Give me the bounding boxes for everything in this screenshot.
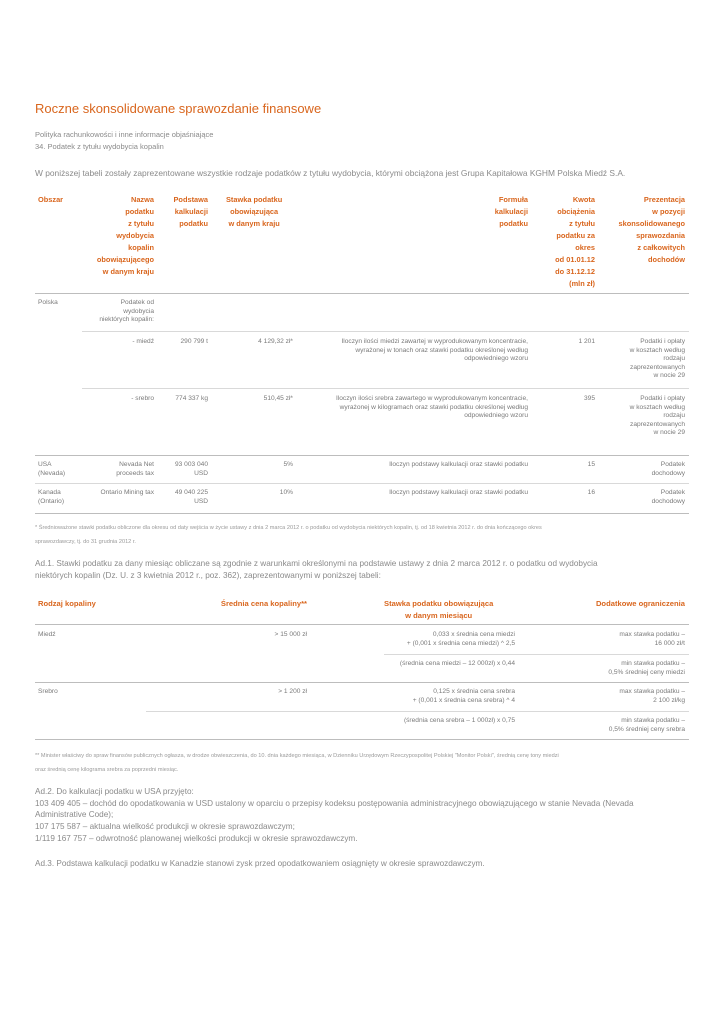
srebro-formula-l2: wyrażonej w kilogramach oraz stawki podatku określonej według [339,403,528,411]
miedz-presentation [630,338,685,381]
row-divider [384,654,689,655]
breadcrumb-section: Polityka rachunkowości i inne informacje objaśniające [35,130,214,139]
header-nazwa-l6: obowiązującego [96,255,154,264]
header-nazwa-l3: z tytułu [128,219,154,228]
srebro-limit2-l1: min stawka podatku – [621,717,685,724]
usa-amount: 15 [587,461,595,468]
kopalina-miedz: Miedź [38,631,56,638]
miedz-presentation-l3: rodzaju [663,355,685,362]
header-podstawa-l2: kalkulacji [174,207,208,216]
row-divider [35,483,689,484]
miedz-rate1-l2: + (0,001 x średnia cena miedzi) ^ 2,5 [406,639,515,647]
header-prezentacja [618,194,685,266]
kanada-presentation-l2: dochodowy [651,497,685,505]
table1-header-divider [35,293,689,294]
polska-tax-name-l3: niektórych kopalin: [99,316,154,323]
header-obszar: Obszar [38,195,64,204]
srebro-limit1 [619,688,685,705]
miedz-limit1-l2: 16 000 zł/t [654,639,685,647]
footnote-2-l1: ** Minister właściwy do spraw finansów publicznych ogłasza, w drodze obwieszczenia, do 10. dnia każdego miesiąca, w Dzienniku Urzędowym Rzeczypospolitej Polskiej "Monitor Polski", średnią cenę tony miedzi [35,753,559,759]
row-divider [35,455,689,456]
miedz-amount: 1 201 [578,338,595,345]
header-ograniczenia: Dodatkowe ograniczenia [595,599,685,608]
ad2-l1: Ad.2. Do kalkulacji podatku w USA przyjęto: [35,787,194,796]
header-kwota [555,194,595,290]
header-prezentacja-l6: dochodów [648,255,685,264]
usa-tax-name-l2: proceeds tax [116,469,154,477]
miedz-name: - miedź [132,338,154,345]
polska-tax-name-l2: wydobycia [123,307,154,315]
row-divider [82,331,689,332]
page-title: Roczne skonsolidowane sprawozdanie finansowe [35,101,322,116]
srebro-limit2 [609,717,685,734]
footnote-2-l2: oraz średnią cenę kilograma srebra za poprzedni miesiąc. [35,767,179,773]
srebro-formula [336,395,528,421]
srebro-rate1-l1: 0,125 x średnia cena srebra [433,688,515,695]
header-nazwa-l2: podatku [125,207,154,216]
miedz-formula [341,338,528,364]
srebro-rate: 510,45 zł* [263,395,293,402]
table2-header-divider [35,624,689,625]
ad2-l3: Administrative Code); [35,810,114,820]
kanada-rate: 10% [279,489,293,496]
kopalina-srebro: Srebro [38,688,58,695]
area-kanada [38,489,64,506]
usa-tax-name-l1: Nevada Net [119,461,154,468]
header-podstawa [174,194,209,230]
srebro-rate1-l2: + (0,001 x średnia cena srebra) ^ 4 [412,696,515,704]
kanada-base-l1: 49 040 225 [174,489,208,496]
miedz-limit2-l1: min stawka podatku – [621,660,685,667]
usa-base-l2: USD [194,469,208,477]
srebro-name: - srebro [131,395,154,402]
header-stawka-l1: Stawka podatku [226,195,283,204]
ad2-paragraph [35,786,634,845]
ad1-l2: niektórych kopalin (Dz. U. z 3 kwietnia 2012 r., poz. 362), zaprezentowanymi w poniższej tabeli: [35,570,381,580]
srebro-presentation-l1: Podatki i opłaty [640,395,685,402]
header-formula-l3: podatku [499,219,528,228]
srebro-amount: 395 [583,395,595,402]
kanada-base-l2: USD [194,497,208,505]
srebro-limit2-l2: 0,5% średniej ceny srebra [608,725,685,733]
srebro-formula-l1: Iloczyn ilości srebra zawartego w wyprodukowanym koncentracie, [335,395,528,402]
srebro-limit1-l2: 2 100 zł/kg [653,696,685,704]
kanada-base [175,489,208,506]
header-prezentacja-l5: z całkowitych [637,243,685,252]
header-prezentacja-l1: Prezentacja [643,195,685,204]
usa-tax-name [116,461,154,478]
header-stawka-l2: obowiązująca [230,207,279,216]
header-nazwa-l1: Nazwa [130,195,154,204]
miedz-limit1-l1: max stawka podatku – [619,631,685,638]
usa-presentation [652,461,685,478]
usa-presentation-l2: dochodowy [651,469,685,477]
ad2-l4: 107 175 587 – aktualna wielkość produkcji w okresie sprawozdawczym; [35,822,295,832]
miedz-limit1 [619,631,685,648]
srebro-limit1-l1: max stawka podatku – [619,688,685,695]
footnote-1 [35,521,542,549]
kanada-tax-name: Ontario Mining tax [100,489,154,496]
area-kanada-l1: Kanada [38,489,61,496]
header-nazwa [97,194,154,278]
header-formula [495,194,528,230]
row-divider [82,388,689,389]
miedz-formula-l2: wyrażonej w tonach oraz stawki podatku określonej według [355,346,528,354]
usa-rate: 5% [283,461,293,468]
intro-text: W poniższej tabeli zostały zaprezentowane wszystkie rodzaje podatków z tytułu wydobycia, którymi obciążona jest Grupa Kapitałowa KGHM Polska Miedź S.A. [35,168,626,178]
miedz-presentation-l2: w kosztach według [629,346,685,354]
footnote-1-l1: * Średnioważone stawki podatku obliczone dla okresu od daty wejścia w życie ustawy z dnia 2 marca 2012 r. o podatku od wydobycia niektórych kopalin, tj. od 18 kwietnia 2012 r. do dnia kończącego okres [35,525,542,531]
header-podstawa-l1: Podstawa [173,195,208,204]
header-kwota-l2: obciążenia [557,207,595,216]
miedz-price: > 15 000 zł [274,631,307,638]
header-kwota-l3: z tytułu [569,219,595,228]
srebro-rate1 [413,688,515,705]
kanada-amount: 16 [587,489,595,496]
header-kwota-l4: podatku za [556,231,595,240]
table2-bottom-rule [35,739,689,740]
miedz-rate1-l1: 0,033 x średnia cena miedzi [432,631,515,638]
miedz-presentation-l1: Podatki i opłaty [640,338,685,345]
ad1-l1: Ad.1. Stawki podatku za dany miesiąc obliczane są zgodnie z warunkami określonymi na podstawie ustawy z dnia 2 marca 2012 r. o podatku od wydobycia [35,559,598,568]
header-cena: Średnia cena kopaliny** [220,599,307,608]
miedz-presentation-l5: w nocie 29 [653,372,685,379]
ad2-l5: 1/119 167 757 – odwrotność planowanej wielkości produkcji w okresie sprawozdawczym. [35,833,358,843]
header-stawka2-l1: Stawka podatku obowiązująca [384,599,494,608]
header-nazwa-l7: w danym kraju [102,267,154,276]
srebro-presentation-l4: zaprezentowanych [630,420,685,428]
srebro-formula-l3: odpowiedniego wzoru [464,412,528,419]
usa-formula: Iloczyn podstawy kalkulacji oraz stawki podatku [389,461,528,468]
srebro-base: 774 337 kg [175,395,208,402]
miedz-formula-l3: odpowiedniego wzoru [464,355,528,362]
header-nazwa-l4: wydobycia [116,231,154,240]
polska-tax-name-l1: Podatek od [120,299,154,306]
header-kwota-l5: okres [575,243,595,252]
header-kwota-l6: od 01.01.12 [555,255,595,264]
srebro-presentation-l2: w kosztach według [629,403,685,411]
ad3-paragraph: Ad.3. Podstawa kalkulacji podatku w Kanadzie stanowi zysk przed opodatkowaniem osiągnięty w okresie sprawozdawczym. [35,859,485,868]
miedz-base: 290 799 t [180,338,208,345]
miedz-rate2: (średnia cena miedzi – 12 000zł) x 0,44 [399,660,515,667]
srebro-rate2: (średnia cena srebra – 1 000zł) x 0,75 [403,717,515,724]
row-divider [35,682,689,683]
usa-base [175,461,208,478]
kanada-formula: Iloczyn podstawy kalkulacji oraz stawki podatku [389,489,528,496]
area-kanada-l2: (Ontario) [38,497,65,505]
header-prezentacja-l4: sprawozdania [636,231,685,240]
usa-presentation-l1: Podatek [660,461,685,468]
area-polska: Polska [38,299,58,306]
area-usa-l1: USA [38,461,52,468]
srebro-price: > 1 200 zł [278,688,307,695]
srebro-presentation-l3: rodzaju [663,412,685,419]
footnote-2 [35,749,559,777]
header-formula-l2: kalkulacji [494,207,528,216]
srebro-presentation [630,395,685,438]
usa-base-l1: 93 003 040 [174,461,208,468]
breadcrumb-note: 34. Podatek z tytułu wydobycia kopalin [35,142,164,151]
header-stawka2 [384,598,493,622]
kanada-presentation [652,489,685,506]
ad2-l2: 103 409 405 – dochód do opodatkowania w USD ustalony w oparciu o przepisy kodeksu postępowania administracyjnego obowiązującego w stanie Nevada (Nevada [35,798,634,808]
miedz-limit2-l2: 0,5% średniej ceny miedzi [608,668,685,676]
header-podstawa-l3: podatku [179,219,208,228]
header-stawka-l3: w danym kraju [228,219,280,228]
miedz-rate1 [407,631,515,648]
miedz-formula-l1: Iloczyn ilości miedzi zawartej w wyprodukowanym koncentracie, [341,338,528,345]
header-kwota-l8: (mln zł) [569,279,595,288]
miedz-limit2 [608,660,685,677]
ad1-paragraph [35,558,598,581]
srebro-presentation-l5: w nocie 29 [653,429,685,436]
polska-tax-name [99,299,154,325]
table1-bottom-rule [35,513,689,514]
header-stawka [226,194,282,230]
miedz-presentation-l4: zaprezentowanych [630,363,685,371]
header-rodzaj: Rodzaj kopaliny [38,599,96,608]
area-usa-l2: (Nevada) [38,469,66,477]
kanada-presentation-l1: Podatek [660,489,685,496]
header-nazwa-l5: kopalin [128,243,154,252]
footnote-1-l2: sprawozdawczy, tj. do 31 grudnia 2012 r. [35,539,136,545]
row-divider [146,711,689,712]
header-prezentacja-l2: w pozycji [652,207,685,216]
miedz-rate: 4 129,32 zł* [258,338,293,345]
header-prezentacja-l3: skonsolidowanego [618,219,685,228]
area-usa [38,461,65,478]
header-kwota-l1: Kwota [572,195,595,204]
header-stawka2-l2: w danym miesiącu [405,611,473,620]
header-kwota-l7: do 31.12.12 [555,267,595,276]
header-formula-l1: Formuła [498,195,528,204]
